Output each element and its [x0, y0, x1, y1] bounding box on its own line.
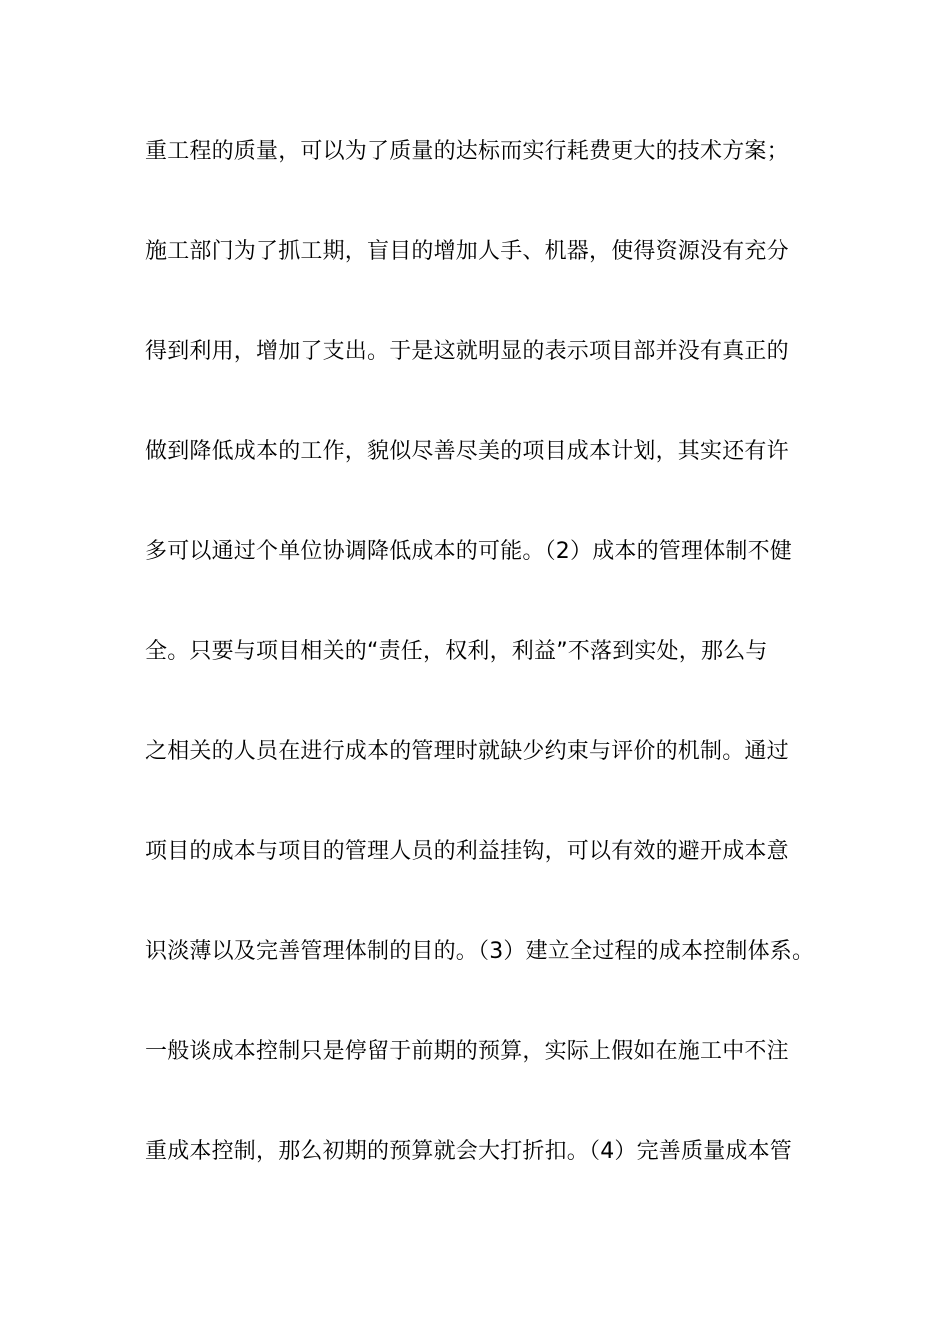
text-line-9: 识淡薄以及完善管理体制的目的。（3）建立全过程的成本控制体系。: [145, 939, 815, 964]
text-line-7: 之相关的人员在进行成本的管理时就缺少约束与评价的机制。通过: [145, 739, 789, 764]
text-line-11: 重成本控制，那么初期的预算就会大打折扣。（4）完善质量成本管: [145, 1139, 792, 1164]
text-line-4: 做到降低成本的工作，貌似尽善尽美的项目成本计划，其实还有许: [145, 439, 789, 464]
text-line-2: 施工部门为了抓工期，盲目的增加人手、机器，使得资源没有充分: [145, 239, 789, 264]
text-line-6: 全。只要与项目相关的“责任，权利，利益”不落到实处，那么与: [145, 639, 768, 664]
text-line-3: 得到利用，增加了支出。于是这就明显的表示项目部并没有真正的: [145, 339, 789, 364]
text-line-1: 重工程的质量，可以为了质量的达标而实行耗费更大的技术方案；: [145, 139, 789, 164]
body-text: [145, 130, 825, 1230]
text-line-10: 一般谈成本控制只是停留于前期的预算，实际上假如在施工中不注: [145, 1039, 789, 1064]
text-line-8: 项目的成本与项目的管理人员的利益挂钩，可以有效的避开成本意: [145, 839, 789, 864]
text-line-5: 多可以通过个单位协调降低成本的可能。（2）成本的管理体制不健: [145, 539, 792, 564]
